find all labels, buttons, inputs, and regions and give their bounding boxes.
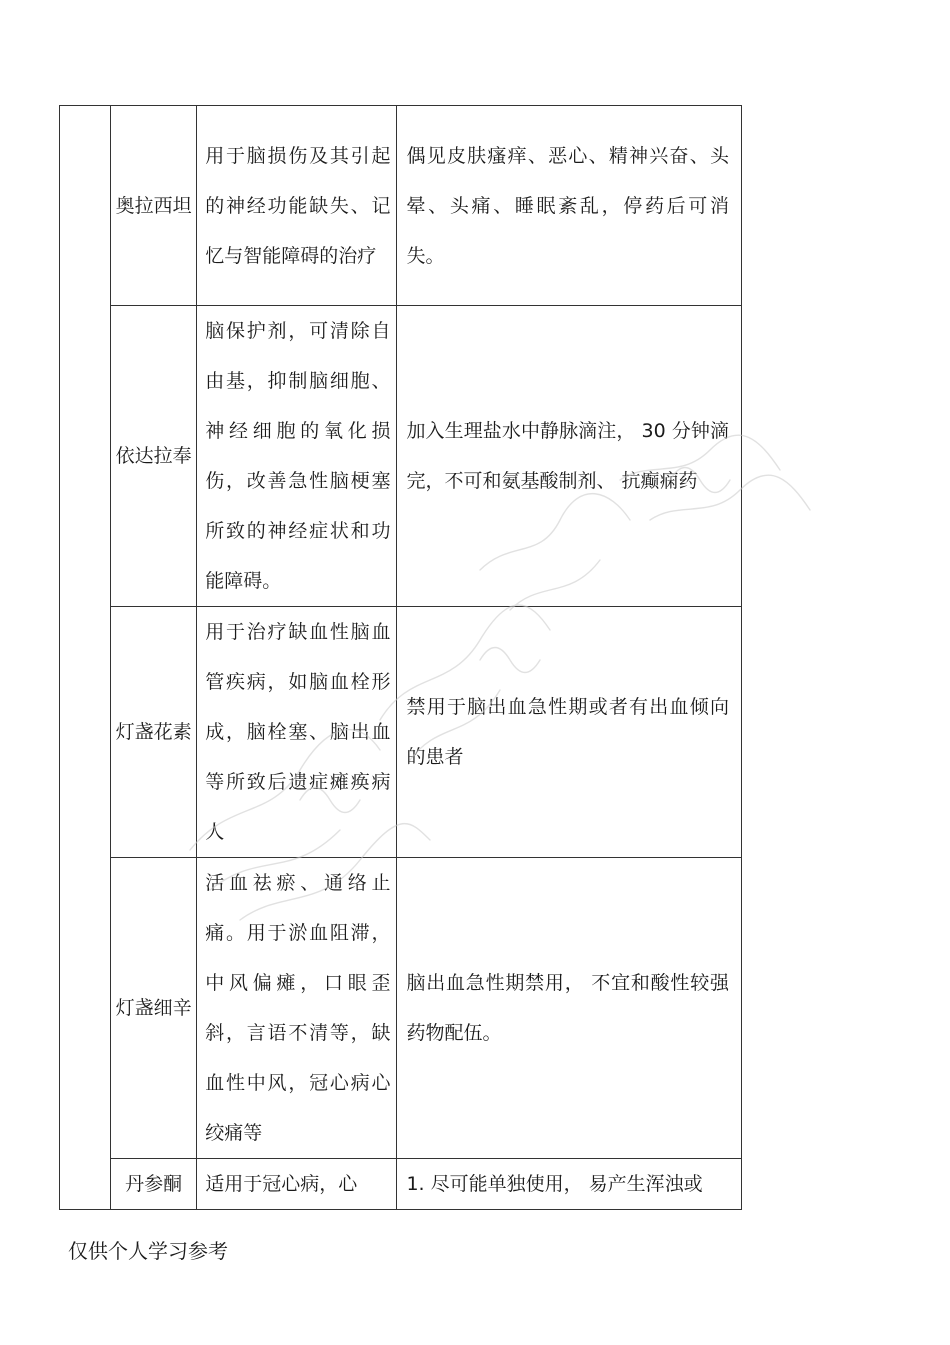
precaution-cell: 加入生理盐水中静脉滴注， 30 分钟滴完，不可和氨基酸制剂、 抗癫痫药 [397, 306, 742, 607]
footer-note: 仅供个人学习参考 [68, 1239, 228, 1263]
drug-table [59, 105, 742, 1210]
indication-cell: 脑保护剂，可清除自由基，抑制脑细胞、神经细胞的氧化损伤，改善急性脑梗塞所致的神经症状和功能障碍。 [197, 306, 397, 607]
indication-cell: 用于脑损伤及其引起的神经功能缺失、记忆与智能障碍的治疗 [197, 106, 397, 306]
category-cell [60, 106, 111, 1210]
indication-cell: 适用于冠心病，心 [197, 1159, 397, 1210]
drug-name-cell: 奥拉西坦 [111, 106, 197, 306]
precaution-cell: 偶见皮肤瘙痒、恶心、精神兴奋、头晕、头痛、睡眠紊乱，停药后可消失。 [397, 106, 742, 306]
precaution-cell: 脑出血急性期禁用， 不宜和酸性较强药物配伍。 [397, 858, 742, 1159]
indication-cell: 活血祛瘀、通络止痛。用于淤血阻滞，中风偏瘫，口眼歪斜，言语不清等，缺血性中风，冠心病心绞痛等 [197, 858, 397, 1159]
precaution-cell: 禁用于脑出血急性期或者有出血倾向的患者 [397, 607, 742, 858]
table-row [60, 858, 742, 1159]
drug-name-cell: 丹参酮 [111, 1159, 197, 1210]
indication-cell: 用于治疗缺血性脑血管疾病，如脑血栓形成，脑栓塞、脑出血等所致后遗症瘫痪病人 [197, 607, 397, 858]
drug-name-cell: 依达拉奉 [111, 306, 197, 607]
table-row [60, 306, 742, 607]
precaution-cell: 1. 尽可能单独使用， 易产生浑浊或 [397, 1159, 742, 1210]
table-row [60, 106, 742, 306]
drug-name-cell: 灯盏花素 [111, 607, 197, 858]
table-row [60, 1159, 742, 1210]
table-row [60, 607, 742, 858]
drug-name-cell: 灯盏细辛 [111, 858, 197, 1159]
